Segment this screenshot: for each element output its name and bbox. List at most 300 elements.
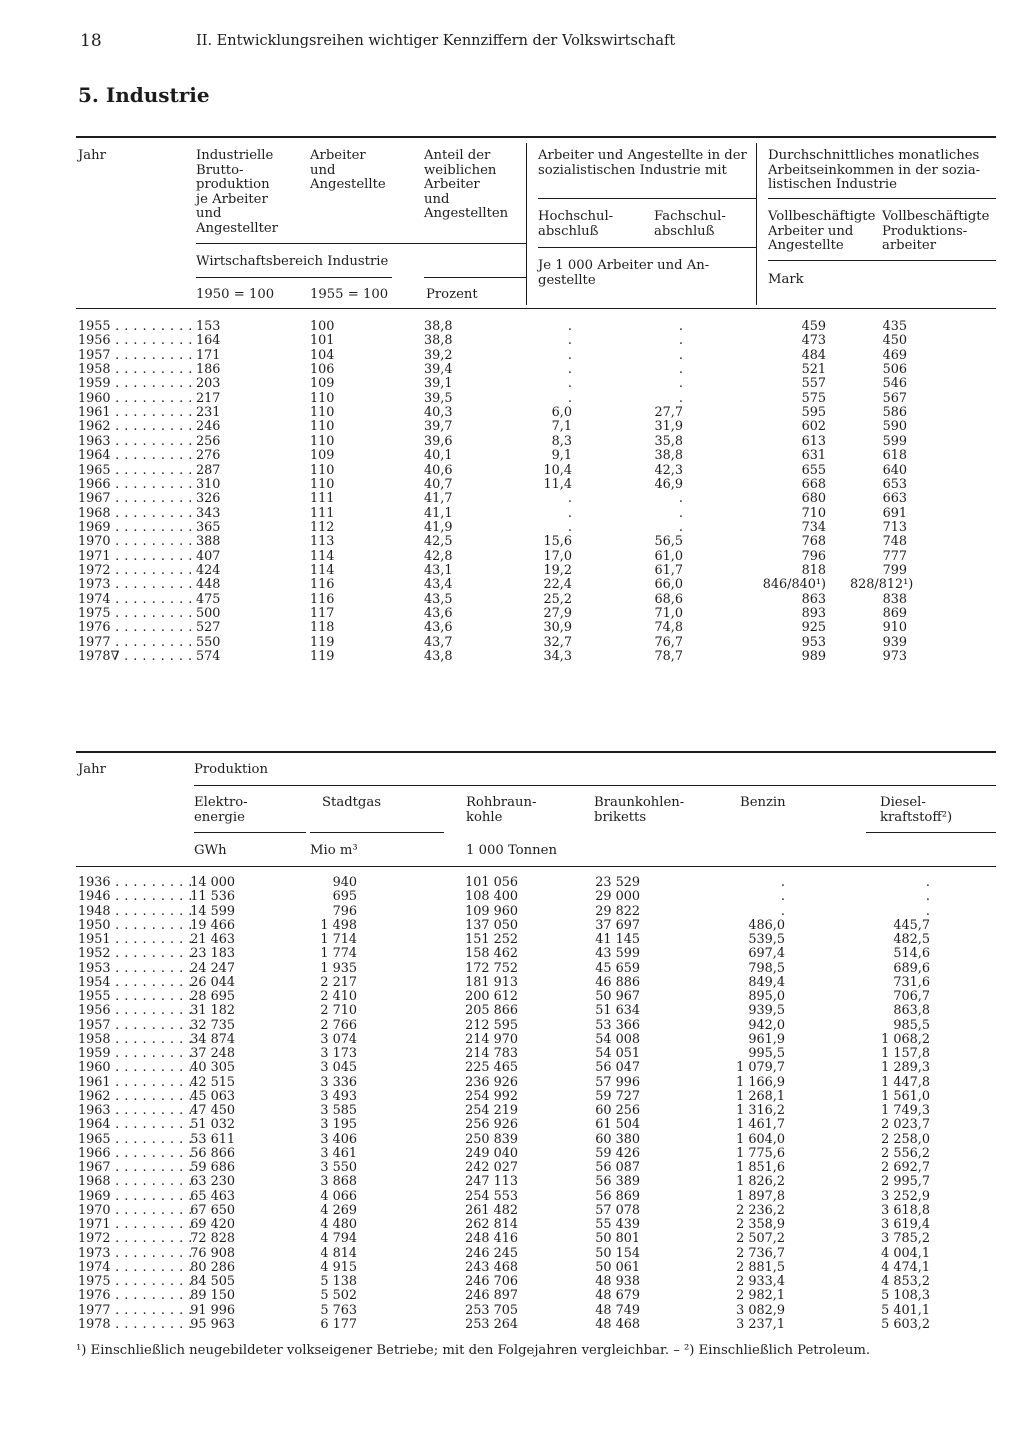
table-row	[0, 621, 1024, 635]
table1-unit-sector: Wirtschaftsbereich Industrie	[196, 254, 389, 269]
cell-electricity: 51 032	[190, 1117, 235, 1133]
cell-gross-production-index: 203	[196, 376, 221, 392]
table1-sector-rule	[196, 277, 392, 278]
cell-workers-index: 110	[310, 476, 335, 492]
table-row	[0, 1019, 1024, 1033]
cell-diesel: 706,7	[893, 989, 930, 1004]
cell-university-per-1000: 9,1	[551, 448, 572, 464]
cell-female-share: 43,6	[424, 620, 453, 636]
table-row	[0, 1004, 1024, 1018]
cell-year: 1969 . . .	[78, 1190, 196, 1204]
cell-workers-index: 114	[310, 548, 335, 564]
cell-petrol: 1 316,2	[736, 1103, 785, 1118]
table-row	[0, 947, 1024, 961]
cell-year: 1951 . . .	[78, 933, 196, 947]
table-row	[0, 905, 1024, 919]
table2-header-briquettes: Braunkohlen- briketts	[594, 795, 685, 825]
table2-unit-mio-m3: Mio m³	[310, 843, 358, 858]
cell-workers-index: 119	[310, 649, 335, 665]
cell-briquettes: 54 051	[595, 1046, 640, 1061]
cell-briquettes: 48 749	[595, 1302, 640, 1318]
cell-town-gas: 4 066	[320, 1188, 357, 1204]
cell-income-production-workers: 713	[882, 519, 907, 535]
table1-header-qualification-group: Arbeiter und Angestellte in der sozialistischen Industrie mit	[538, 148, 747, 178]
cell-gross-production-index: 186	[196, 362, 221, 378]
cell-workers-index: 109	[310, 376, 335, 392]
cell-income-production-workers: 435	[882, 319, 907, 334]
cell-lignite: 242 027	[465, 1160, 518, 1175]
cell-income-production-workers: 469	[882, 347, 907, 363]
cell-briquettes: 29 000	[595, 889, 640, 905]
cell-briquettes: 46 886	[595, 974, 640, 990]
table-row	[0, 492, 1024, 506]
table1-header-production-workers: Vollbeschäftigte Produktions- arbeiter	[882, 209, 990, 253]
table-row	[0, 392, 1024, 406]
cell-university-per-1000: .	[567, 505, 572, 521]
table-row	[0, 1047, 1024, 1061]
cell-income-full-time: 575	[801, 390, 826, 406]
table-row	[0, 1275, 1024, 1289]
cell-gross-production-index: 527	[196, 620, 221, 636]
cell-lignite: 225 465	[465, 1060, 518, 1076]
table1-header-bottom-rule	[76, 308, 996, 309]
cell-year: 1971 . . .	[78, 1218, 196, 1232]
cell-diesel: 2 258,0	[881, 1131, 930, 1147]
cell-lignite: 256 926	[465, 1117, 518, 1133]
cell-lignite: 109 960	[465, 903, 518, 919]
cell-diesel: 3 618,8	[881, 1202, 930, 1218]
cell-university-per-1000: 8,3	[551, 433, 572, 449]
cell-electricity: 14 000	[190, 875, 235, 890]
cell-briquettes: 59 727	[595, 1088, 640, 1104]
cell-income-full-time: 925	[801, 620, 826, 636]
cell-town-gas: 3 195	[320, 1117, 357, 1133]
cell-briquettes: 51 634	[595, 1003, 640, 1019]
table-row	[0, 1104, 1024, 1118]
cell-petrol: 2 933,4	[736, 1274, 785, 1289]
cell-university-per-1000: 7,1	[551, 419, 572, 435]
cell-gross-production-index: 574	[196, 649, 221, 665]
cell-year: 1964 . . .	[78, 1118, 196, 1132]
cell-lignite: 200 612	[465, 989, 518, 1004]
cell-university-per-1000: .	[567, 390, 572, 406]
cell-year: 1959 . . .	[78, 377, 196, 391]
cell-petrol: 1 604,0	[736, 1131, 785, 1147]
cell-gross-production-index: 164	[196, 333, 221, 349]
table1-header-workers: Arbeiter und Angestellte	[310, 148, 386, 192]
cell-university-per-1000: .	[567, 362, 572, 378]
cell-briquettes: 29 822	[595, 903, 640, 919]
cell-income-full-time: 863	[801, 591, 826, 607]
table-row	[0, 1261, 1024, 1275]
cell-income-full-time: 557	[801, 376, 826, 392]
cell-female-share: 38,8	[424, 333, 453, 349]
cell-briquettes: 54 008	[595, 1031, 640, 1047]
cell-briquettes: 23 529	[595, 875, 640, 890]
cell-workers-index: 111	[310, 505, 335, 521]
cell-petrol: 2 358,9	[736, 1217, 785, 1232]
cell-town-gas: 3 074	[320, 1031, 357, 1047]
cell-petrol: 3 237,1	[736, 1316, 785, 1332]
cell-petrol: 539,5	[748, 932, 785, 947]
cell-petrol: 1 268,1	[736, 1088, 785, 1104]
cell-year: 1957 . . .	[78, 349, 196, 363]
cell-female-share: 39,2	[424, 347, 453, 363]
cell-workers-index: 104	[310, 347, 335, 363]
table2-header-bottom-rule	[76, 866, 996, 867]
cell-petrol: 1 826,2	[736, 1174, 785, 1190]
cell-income-full-time: 521	[801, 362, 826, 378]
cell-briquettes: 59 426	[595, 1145, 640, 1161]
table-row	[0, 1147, 1024, 1161]
footnote: ¹) Einschließlich neugebildeter volkseigener Betriebe; mit den Folgejahren vergleichbar. – ²) Einschließlich Petroleum.	[76, 1343, 871, 1358]
cell-female-share: 39,6	[424, 433, 453, 449]
cell-diesel: 1 561,0	[881, 1088, 930, 1104]
cell-gross-production-index: 550	[196, 634, 221, 650]
cell-female-share: 41,9	[424, 519, 453, 535]
cell-diesel: 985,5	[893, 1017, 930, 1033]
table-row	[0, 962, 1024, 976]
cell-petrol: 849,4	[748, 974, 785, 990]
cell-technical-college-per-1000: 76,7	[654, 634, 683, 650]
cell-town-gas: 1 498	[320, 917, 357, 933]
table-row	[0, 377, 1024, 391]
cell-briquettes: 55 439	[595, 1217, 640, 1232]
cell-lignite: 243 468	[465, 1259, 518, 1275]
table-row	[0, 349, 1024, 363]
table-row	[0, 564, 1024, 578]
cell-year: 1960 . . .	[78, 1061, 196, 1075]
cell-petrol: 1 897,8	[736, 1188, 785, 1204]
cell-town-gas: 1 935	[320, 960, 357, 976]
cell-income-full-time: 710	[801, 505, 826, 521]
cell-year: 1952 . . .	[78, 947, 196, 961]
table-row	[0, 1175, 1024, 1189]
cell-workers-index: 109	[310, 448, 335, 464]
cell-female-share: 43,4	[424, 577, 453, 593]
cell-technical-college-per-1000: 56,5	[654, 534, 683, 550]
cell-female-share: 40,3	[424, 405, 453, 421]
cell-year: 1977 . . .	[78, 1304, 196, 1318]
cell-income-full-time: 953	[801, 634, 826, 650]
cell-briquettes: 37 697	[595, 917, 640, 933]
cell-diesel: 5 108,3	[881, 1288, 930, 1304]
cell-year: 1976 . . .	[78, 621, 196, 635]
cell-income-full-time: 595	[801, 405, 826, 421]
cell-year: 1973 . . .	[78, 1247, 196, 1261]
cell-year: 1975 . . .	[78, 1275, 196, 1289]
table2-group-rule	[194, 785, 996, 786]
cell-year: 1965 . . .	[78, 464, 196, 478]
cell-lignite: 250 839	[465, 1131, 518, 1147]
cell-diesel: 1 068,2	[881, 1031, 930, 1047]
cell-technical-college-per-1000: 68,6	[654, 591, 683, 607]
table2-header-production: Produktion	[194, 762, 268, 777]
cell-petrol: 3 082,9	[736, 1302, 785, 1318]
cell-technical-college-per-1000: .	[678, 390, 683, 406]
cell-female-share: 40,6	[424, 462, 453, 478]
table1-header-gross-production: Industrielle Brutto- produktion je Arbeiter und Angestellter	[196, 148, 278, 236]
cell-petrol: 995,5	[748, 1046, 785, 1061]
cell-town-gas: 3 550	[320, 1160, 357, 1175]
table-row	[0, 1076, 1024, 1090]
cell-university-per-1000: .	[567, 519, 572, 535]
table-row	[0, 521, 1024, 535]
table-row	[0, 1232, 1024, 1246]
cell-year: 1975 . . .	[78, 607, 196, 621]
table-row	[0, 1304, 1024, 1318]
cell-income-full-time: 459	[801, 319, 826, 334]
cell-diesel: 5 603,2	[881, 1316, 930, 1332]
cell-year: 1958 . . .	[78, 363, 196, 377]
table1-header-female-share: Anteil der weiblichen Arbeiter und Angestellten	[424, 148, 509, 221]
cell-petrol: .	[780, 875, 785, 890]
cell-gross-production-index: 276	[196, 448, 221, 464]
cell-income-full-time: 893	[801, 606, 826, 621]
cell-town-gas: 2 710	[320, 1003, 357, 1019]
cell-female-share: 39,5	[424, 390, 453, 406]
cell-university-per-1000: 27,9	[543, 606, 572, 621]
cell-income-full-time: 613	[801, 433, 826, 449]
table-row	[0, 320, 1024, 334]
cell-year: 1968 . . .	[78, 507, 196, 521]
cell-lignite: 254 553	[465, 1188, 518, 1204]
cell-electricity: 28 695	[190, 989, 235, 1004]
cell-technical-college-per-1000: 61,7	[654, 562, 683, 578]
table2-unit-rule-c	[866, 832, 996, 833]
table1-percent-rule	[424, 277, 526, 278]
cell-diesel: 3 252,9	[881, 1188, 930, 1204]
cell-university-per-1000: 15,6	[543, 534, 572, 550]
section-title: 5. Industrie	[78, 83, 210, 107]
cell-town-gas: 3 493	[320, 1088, 357, 1104]
cell-technical-college-per-1000: 61,0	[654, 548, 683, 564]
cell-gross-production-index: 424	[196, 562, 221, 578]
cell-petrol: 2 881,5	[736, 1259, 785, 1275]
cell-briquettes: 41 145	[595, 932, 640, 947]
cell-year: 1967 . . .	[78, 1161, 196, 1175]
cell-briquettes: 61 504	[595, 1117, 640, 1133]
cell-year: 1974 . . .	[78, 593, 196, 607]
cell-town-gas: 4 814	[320, 1245, 357, 1261]
cell-electricity: 31 182	[190, 1003, 235, 1019]
table1-header-full-time-workers: Vollbeschäftigte Arbeiter und Angestellte	[768, 209, 876, 253]
table-row	[0, 933, 1024, 947]
cell-town-gas: 5 502	[320, 1288, 357, 1304]
cell-year: 1966 . . .	[78, 1147, 196, 1161]
table1-header-income-group: Durchschnittliches monatliches Arbeitseinkommen in der sozia- listischen Industrie	[768, 148, 981, 192]
cell-income-full-time: 655	[801, 462, 826, 478]
cell-income-production-workers: 586	[882, 405, 907, 421]
cell-female-share: 43,5	[424, 591, 453, 607]
cell-town-gas: 1 714	[320, 932, 357, 947]
cell-lignite: 158 462	[465, 946, 518, 962]
cell-workers-index: 106	[310, 362, 335, 378]
table2-header-year: Jahr	[78, 762, 106, 777]
cell-gross-production-index: 231	[196, 405, 221, 421]
table-row	[0, 593, 1024, 607]
table-row	[0, 478, 1024, 492]
cell-petrol: 2 507,2	[736, 1231, 785, 1247]
cell-gross-production-index: 448	[196, 577, 221, 593]
cell-diesel: 4 853,2	[881, 1274, 930, 1289]
cell-income-production-workers: 618	[882, 448, 907, 464]
table-row	[0, 650, 1024, 664]
cell-petrol: 1 851,6	[736, 1160, 785, 1175]
table2-header-electricity: Elektro- energie	[194, 795, 248, 825]
cell-briquettes: 56 047	[595, 1060, 640, 1076]
cell-gross-production-index: 246	[196, 419, 221, 435]
cell-electricity: 32 735	[190, 1017, 235, 1033]
cell-income-production-workers: 838	[882, 591, 907, 607]
cell-briquettes: 50 061	[595, 1259, 640, 1275]
cell-year: 1968 . . .	[78, 1175, 196, 1189]
cell-town-gas: 695	[332, 889, 357, 905]
cell-year: 1969 . . .	[78, 521, 196, 535]
cell-electricity: 53 611	[190, 1131, 235, 1147]
cell-year: 1965 . . .	[78, 1133, 196, 1147]
cell-town-gas: 3 461	[320, 1145, 357, 1161]
cell-year: 1972 . . .	[78, 564, 196, 578]
cell-income-full-time: 989	[801, 649, 826, 665]
cell-year: 1971 . . .	[78, 550, 196, 564]
cell-income-production-workers: 450	[882, 333, 907, 349]
cell-briquettes: 60 380	[595, 1131, 640, 1147]
cell-year: 1964 . . .	[78, 449, 196, 463]
cell-technical-college-per-1000: .	[678, 491, 683, 507]
cell-university-per-1000: 32,7	[543, 634, 572, 650]
cell-briquettes: 50 801	[595, 1231, 640, 1247]
table-row	[0, 1190, 1024, 1204]
cell-diesel: .	[925, 889, 930, 905]
cell-year: 1961 . . .	[78, 406, 196, 420]
table-row	[0, 1318, 1024, 1332]
cell-income-production-workers: 640	[882, 462, 907, 478]
cell-university-per-1000: 6,0	[551, 405, 572, 421]
cell-year: 1955 . . .	[78, 990, 196, 1004]
cell-gross-production-index: 388	[196, 534, 221, 550]
cell-petrol: 1 079,7	[736, 1060, 785, 1076]
cell-lignite: 214 970	[465, 1031, 518, 1047]
table-row	[0, 578, 1024, 592]
cell-electricity: 19 466	[190, 917, 235, 933]
cell-university-per-1000: .	[567, 319, 572, 334]
cell-petrol: 1 166,9	[736, 1074, 785, 1090]
cell-gross-production-index: 407	[196, 548, 221, 564]
cell-technical-college-per-1000: 42,3	[654, 462, 683, 478]
cell-income-production-workers: 691	[882, 505, 907, 521]
cell-electricity: 56 866	[190, 1145, 235, 1161]
cell-briquettes: 56 389	[595, 1174, 640, 1190]
table-row	[0, 535, 1024, 549]
table2-header-town-gas: Stadtgas	[322, 795, 382, 810]
cell-workers-index: 114	[310, 562, 335, 578]
cell-female-share: 40,1	[424, 448, 453, 464]
table1-divider-b	[756, 143, 757, 305]
cell-university-per-1000: .	[567, 347, 572, 363]
cell-technical-college-per-1000: 66,0	[654, 577, 683, 593]
cell-female-share: 43,6	[424, 606, 453, 621]
cell-female-share: 42,5	[424, 534, 453, 550]
cell-workers-index: 113	[310, 534, 335, 550]
cell-female-share: 40,7	[424, 476, 453, 492]
cell-income-production-workers: 653	[882, 476, 907, 492]
cell-town-gas: 1 774	[320, 946, 357, 962]
cell-year: 1959 . . .	[78, 1047, 196, 1061]
cell-diesel: 731,6	[893, 974, 930, 990]
cell-diesel: 863,8	[893, 1003, 930, 1019]
table1-income-rule	[768, 198, 996, 199]
cell-electricity: 11 536	[190, 889, 235, 905]
cell-gross-production-index: 153	[196, 319, 221, 334]
cell-electricity: 23 183	[190, 946, 235, 962]
cell-university-per-1000: .	[567, 491, 572, 507]
table1-divider-a	[526, 143, 527, 305]
cell-year: 1963 . . .	[78, 1104, 196, 1118]
cell-year: 1972 . . .	[78, 1232, 196, 1246]
cell-workers-index: 111	[310, 491, 335, 507]
cell-diesel: 2 692,7	[881, 1160, 930, 1175]
cell-income-production-workers: 546	[882, 376, 907, 392]
cell-town-gas: 4 480	[320, 1217, 357, 1232]
cell-income-full-time: 768	[801, 534, 826, 550]
cell-electricity: 65 463	[190, 1188, 235, 1204]
cell-electricity: 59 686	[190, 1160, 235, 1175]
cell-electricity: 37 248	[190, 1046, 235, 1061]
cell-petrol: 2 736,7	[736, 1245, 785, 1261]
cell-workers-index: 110	[310, 390, 335, 406]
cell-gross-production-index: 310	[196, 476, 221, 492]
cell-town-gas: 6 177	[320, 1316, 357, 1332]
cell-gross-production-index: 475	[196, 591, 221, 607]
table-row	[0, 334, 1024, 348]
table2-unit-rule-b	[310, 832, 444, 833]
table-row	[0, 1118, 1024, 1132]
cell-workers-index: 101	[310, 333, 335, 349]
table2-header-lignite: Rohbraun- kohle	[466, 795, 537, 825]
cell-technical-college-per-1000: 78,7	[654, 649, 683, 665]
cell-workers-index: 110	[310, 462, 335, 478]
cell-lignite: 212 595	[465, 1017, 518, 1033]
cell-income-full-time: 668	[801, 476, 826, 492]
cell-income-production-workers: 506	[882, 362, 907, 378]
cell-briquettes: 45 659	[595, 960, 640, 976]
cell-university-per-1000: 22,4	[543, 577, 572, 593]
cell-income-production-workers: 939	[882, 634, 907, 650]
cell-year: 1962 . . .	[78, 1090, 196, 1104]
cell-workers-index: 119	[310, 634, 335, 650]
table1-header-technical-college: Fachschul- abschluß	[654, 209, 726, 239]
cell-briquettes: 43 599	[595, 946, 640, 962]
table-row	[0, 1033, 1024, 1047]
cell-lignite: 261 482	[465, 1202, 518, 1218]
cell-gross-production-index: 256	[196, 433, 221, 449]
cell-electricity: 89 150	[190, 1288, 235, 1304]
cell-lignite: 205 866	[465, 1003, 518, 1019]
cell-electricity: 47 450	[190, 1103, 235, 1118]
cell-year: 1953 . . .	[78, 962, 196, 976]
table-row	[0, 976, 1024, 990]
cell-petrol: 939,5	[748, 1003, 785, 1019]
cell-lignite: 262 814	[465, 1217, 518, 1232]
cell-lignite: 101 056	[465, 875, 518, 890]
table-row	[0, 1218, 1024, 1232]
cell-university-per-1000: 10,4	[543, 462, 572, 478]
cell-town-gas: 4 794	[320, 1231, 357, 1247]
table1-header-year: Jahr	[78, 148, 106, 163]
table1-qualification-rule	[538, 198, 756, 199]
table1-unit-rule-b	[538, 247, 756, 248]
